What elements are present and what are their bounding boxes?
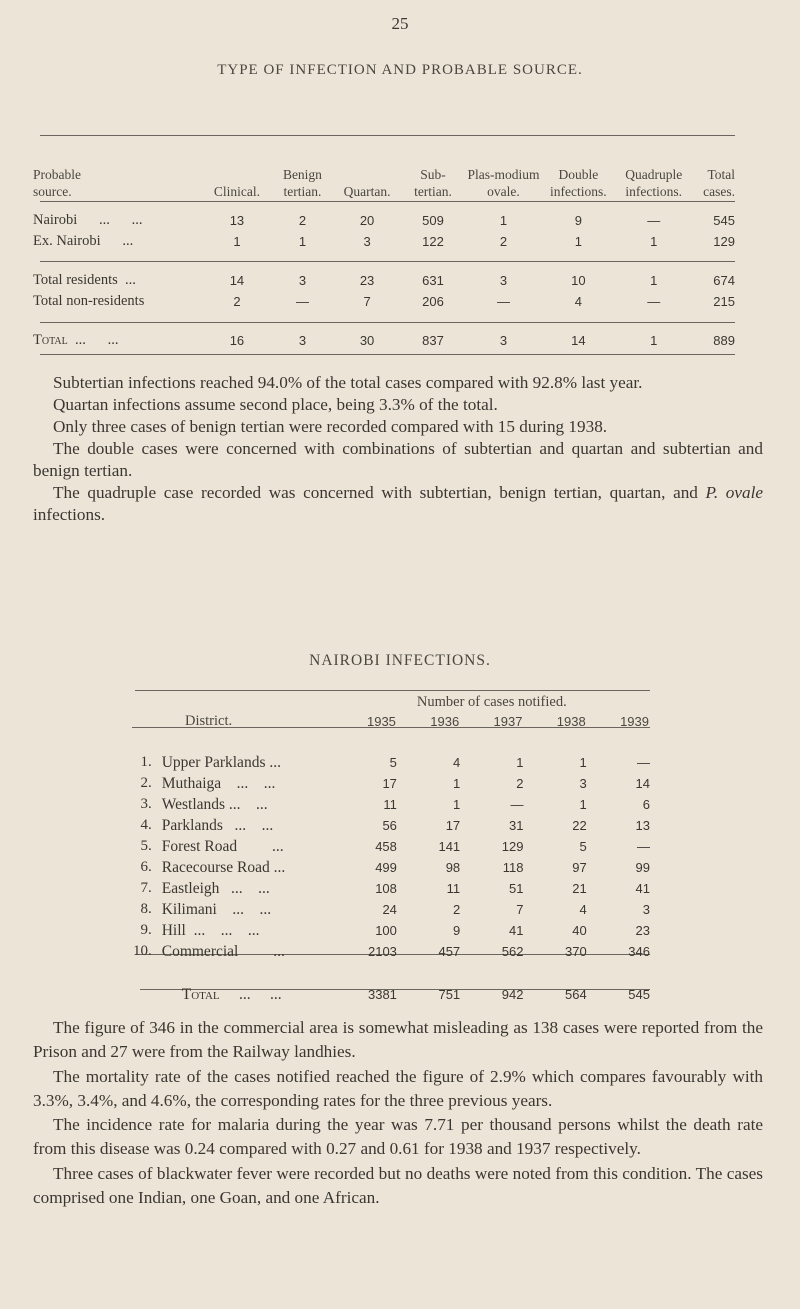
cell: 31 — [508, 818, 524, 833]
column-header — [400, 136, 466, 200]
cell: — — [496, 294, 510, 309]
district-name: Forest Road ... — [161, 837, 284, 855]
cell: 457 — [438, 944, 461, 959]
cell: — — [647, 213, 661, 228]
cell: 206 — [422, 294, 444, 309]
table-row — [130, 815, 650, 836]
column-header-line: infections. — [550, 184, 607, 199]
italic-text: P. ovale — [705, 483, 763, 502]
cell: 3 — [298, 273, 307, 288]
cell: 21 — [572, 881, 587, 896]
total-row — [33, 330, 735, 351]
column-header-line: cases. — [703, 184, 735, 199]
cell: 23 — [359, 273, 375, 288]
column-header — [541, 136, 615, 200]
paragraph: Only three cases of benign tertian were recorded compared with 15 during 1938. — [53, 417, 608, 436]
cell: 97 — [572, 860, 587, 875]
cell: 17 — [445, 818, 461, 833]
cell: 4 — [579, 902, 587, 917]
cell: 3 — [499, 333, 508, 348]
paragraph: The incidence rate for malaria during the year was 7.71 per thousand persons whilst the death rate from this disease was 0.24 compared with 0.27 and 0.61 for 1938 and 1937 respectively. — [33, 1115, 763, 1159]
cell: 5 — [579, 839, 587, 854]
row-index: 3. — [140, 796, 152, 812]
row-index: 8. — [140, 901, 152, 917]
infection-type-table — [33, 136, 735, 351]
paragraph: Quartan infections assume second place, being 3.3% of the total. — [53, 395, 498, 414]
cell: — — [647, 294, 661, 309]
cell: 51 — [508, 881, 524, 896]
cell: — — [637, 755, 650, 770]
cell: 40 — [572, 923, 587, 938]
cell: 1 — [574, 234, 582, 249]
table-row — [130, 794, 650, 815]
column-header — [33, 136, 203, 200]
cell: — — [510, 797, 524, 812]
cell: 1 — [579, 755, 587, 770]
group-header: Number of cases notified. — [416, 694, 567, 710]
cell: 14 — [571, 333, 586, 348]
table-row — [130, 836, 650, 857]
paragraph — [33, 482, 763, 526]
column-header-line: tertian. — [414, 184, 452, 199]
cell: 11 — [383, 797, 397, 812]
cell: 1 — [650, 234, 658, 249]
district-header: District. — [185, 713, 233, 729]
cell: 16 — [229, 333, 245, 348]
year-header: 1939 — [620, 714, 649, 729]
column-header — [203, 136, 271, 200]
cell: 6 — [642, 797, 650, 812]
cell: 674 — [713, 273, 735, 288]
table-row — [33, 231, 735, 252]
column-header-line: Quadruple — [625, 167, 683, 182]
cell: 10 — [571, 273, 586, 288]
column-header — [616, 136, 692, 200]
cell: 1 — [452, 776, 461, 791]
year-header: 1937 — [493, 714, 523, 729]
row-index: 2. — [140, 775, 152, 791]
district-name: Muthaiga ... ... — [161, 774, 276, 792]
cell: 99 — [635, 860, 650, 875]
cell: 346 — [628, 944, 650, 959]
district-name: Kilimani ... ... — [161, 900, 272, 918]
cell: 122 — [422, 234, 444, 249]
row-label: Ex. Nairobi ... — [33, 233, 134, 249]
table-row — [33, 291, 735, 312]
paragraphs-commentary — [33, 1016, 763, 1210]
district-name: Hill ... ... ... — [161, 921, 260, 939]
cell: 1 — [516, 755, 524, 770]
district-name: Upper Parklands ... — [161, 753, 281, 771]
nairobi-infections-table — [130, 690, 650, 1005]
cell: 631 — [422, 273, 444, 288]
column-header-line: Plas-modium — [467, 167, 540, 182]
cell: 3 — [298, 333, 307, 348]
cell: 3 — [363, 234, 371, 249]
cell: 7 — [363, 294, 371, 309]
district-name: Parklands ... ... — [161, 816, 274, 834]
cell: 370 — [565, 944, 587, 959]
cell: 4 — [574, 294, 582, 309]
paragraph: The double cases were concerned with combinations of subtertian and quartan and subtertian and benign tertian. — [33, 439, 763, 480]
text: The quadruple case recorded was concerned with subtertian, benign tertian, quartan, and — [53, 483, 706, 502]
cell: 3 — [642, 902, 650, 917]
cell: 942 — [501, 987, 524, 1002]
cell: 129 — [501, 839, 524, 854]
table-row — [130, 752, 650, 773]
cell: 545 — [628, 987, 650, 1002]
cell: 118 — [502, 860, 524, 875]
row-label: Total ... ... — [33, 332, 119, 348]
column-header-line: source. — [33, 184, 72, 199]
column-header — [692, 136, 735, 200]
year-header: 1938 — [556, 714, 586, 729]
cell: 14 — [229, 273, 245, 288]
column-header-line: Clinical. — [213, 184, 260, 199]
cell: 3 — [579, 776, 587, 791]
paragraph: Three cases of blackwater fever were recorded but no deaths were noted from this condition. The cases comprised one Indian, one Goan, and one African. — [33, 1163, 763, 1208]
column-header-line: Double — [558, 167, 599, 182]
total-row — [130, 984, 650, 1005]
cell: 56 — [382, 818, 397, 833]
table-row — [130, 941, 650, 962]
cell: 509 — [422, 213, 444, 228]
cell: 837 — [422, 333, 444, 348]
column-header-line: Sub- — [420, 167, 446, 182]
district-name: Eastleigh ... ... — [161, 879, 270, 897]
cell: 3 — [499, 273, 508, 288]
text: infections. — [33, 505, 106, 524]
paragraph: Subtertian infections reached 94.0% of the total cases compared with 92.8% last year. — [53, 373, 643, 392]
cell: 23 — [635, 923, 650, 938]
row-index: 1. — [140, 754, 152, 770]
cell: 1 — [579, 797, 587, 812]
cell: 98 — [445, 860, 461, 875]
cell: 1 — [499, 213, 508, 228]
district-name: Racecourse Road ... — [161, 858, 286, 876]
cell: 1 — [452, 797, 461, 812]
row-index: 9. — [140, 922, 152, 938]
table1-title: TYPE OF INFECTION AND PROBABLE SOURCE. — [217, 62, 583, 78]
cell: 4 — [452, 755, 461, 770]
cell: 9 — [574, 213, 582, 228]
table2-title: NAIROBI INFECTIONS. — [309, 652, 491, 669]
cell: 1 — [650, 333, 658, 348]
district-name: Commercial ... — [161, 942, 285, 960]
cell: 2103 — [367, 944, 397, 959]
cell: 30 — [359, 333, 375, 348]
cell: 7 — [516, 902, 524, 917]
total-label: Total ... ... — [181, 985, 282, 1003]
cell: 2 — [452, 902, 461, 917]
cell: 5 — [389, 755, 397, 770]
table-row — [33, 210, 735, 231]
year-header: 1935 — [366, 714, 396, 729]
table-row — [130, 920, 650, 941]
cell: 22 — [572, 818, 587, 833]
cell: 108 — [375, 881, 397, 896]
cell: 1 — [233, 234, 241, 249]
column-header-line: Quartan. — [343, 184, 391, 199]
cell: 13 — [635, 818, 650, 833]
table-row — [130, 899, 650, 920]
table-row — [33, 270, 735, 291]
paragraphs-infection-summary — [33, 372, 763, 526]
page-number: 25 — [391, 14, 409, 33]
column-header-line: infections. — [625, 184, 683, 199]
row-index: 5. — [140, 838, 152, 854]
cell: 41 — [635, 881, 650, 896]
cell: 1 — [298, 234, 307, 249]
cell: 24 — [382, 902, 397, 917]
cell: 889 — [713, 333, 735, 348]
column-header — [271, 136, 334, 200]
cell: 499 — [375, 860, 397, 875]
cell: 2 — [499, 234, 508, 249]
cell: — — [295, 294, 309, 309]
column-header-line: tertian. — [283, 184, 322, 199]
table-row — [130, 878, 650, 899]
cell: 129 — [713, 234, 735, 249]
cell: 458 — [375, 839, 397, 854]
row-label: Total non-residents — [33, 293, 145, 309]
cell: 13 — [229, 213, 245, 228]
cell: 20 — [359, 213, 375, 228]
cell: 562 — [501, 944, 524, 959]
cell: 41 — [508, 923, 524, 938]
row-index: 6. — [140, 859, 152, 875]
table-row — [130, 773, 650, 794]
cell: 215 — [713, 294, 735, 309]
cell: 2 — [298, 213, 307, 228]
cell: 545 — [713, 213, 735, 228]
cell: 751 — [438, 987, 461, 1002]
year-header: 1936 — [430, 714, 460, 729]
column-header-line: Probable — [33, 167, 81, 182]
row-label: Nairobi ... ... — [33, 212, 143, 228]
paragraph: The mortality rate of the cases notified reached the figure of 2.9% which compares favourably with 3.3%, 3.4%, and 4.6%, the corresponding rates for the three previous years. — [33, 1066, 763, 1110]
district-name: Westlands ... ... — [161, 795, 268, 813]
column-header-line: ovale. — [487, 184, 520, 199]
row-index: 7. — [140, 880, 152, 896]
cell: 11 — [446, 881, 461, 896]
column-header-line: Total — [707, 167, 735, 182]
row-label: Total residents ... — [33, 272, 136, 288]
cell: 14 — [635, 776, 650, 791]
cell: 2 — [516, 776, 524, 791]
column-header-line: Benign — [282, 167, 322, 182]
table-row — [130, 857, 650, 878]
cell: 1 — [650, 273, 658, 288]
row-index: 4. — [140, 817, 152, 833]
cell: 564 — [565, 987, 587, 1002]
column-header — [466, 136, 541, 200]
cell: 17 — [382, 776, 397, 791]
cell: 100 — [375, 923, 397, 938]
paragraph: The figure of 346 in the commercial area is somewhat misleading as 138 cases were reported from the Prison and 27 were from the Railway landhies. — [33, 1018, 763, 1062]
cell: 141 — [438, 839, 461, 854]
cell: 2 — [233, 294, 241, 309]
cell: 9 — [452, 923, 461, 938]
cell: 3381 — [367, 987, 397, 1002]
divider — [40, 354, 735, 355]
cell: — — [637, 839, 650, 854]
column-header — [334, 136, 400, 200]
row-index: 10. — [132, 943, 152, 959]
